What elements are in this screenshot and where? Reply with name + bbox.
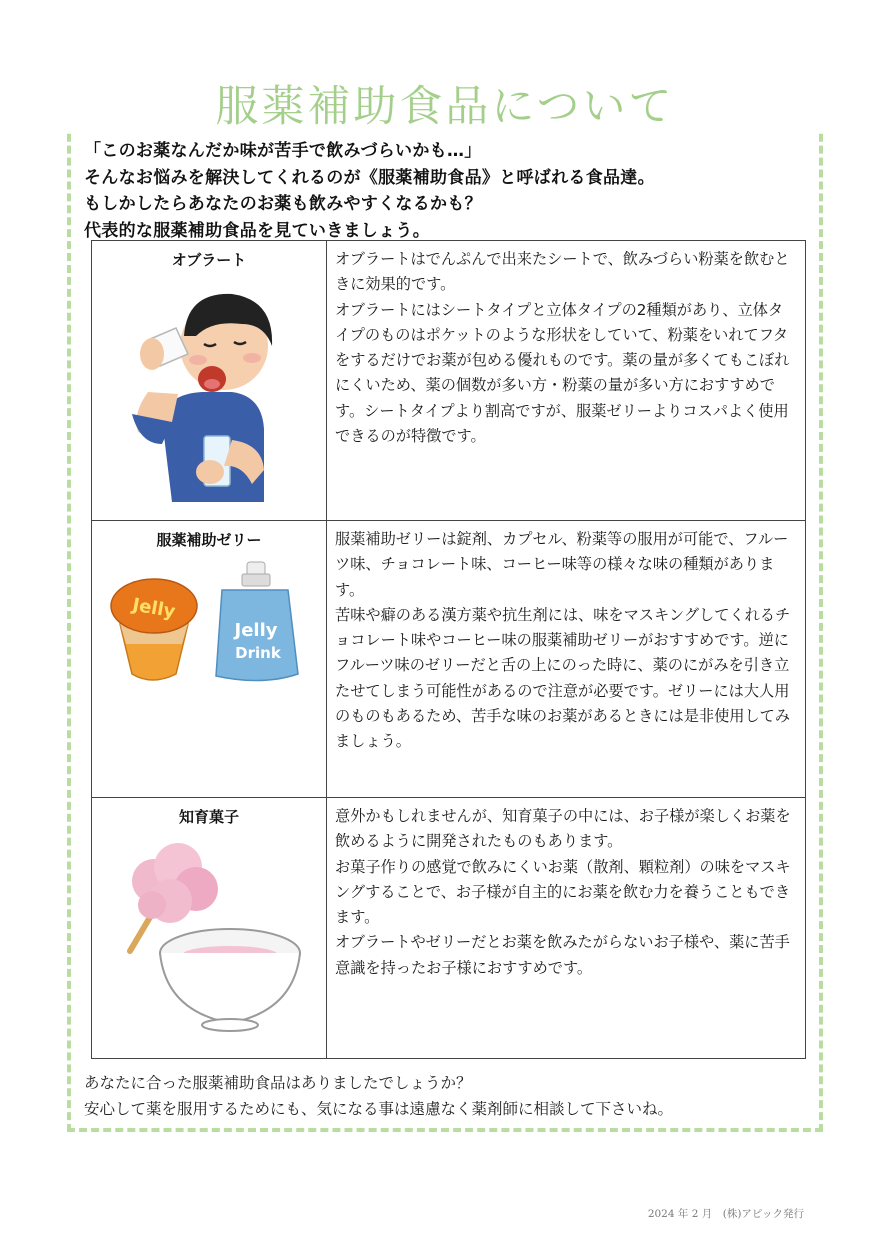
oblate-label: オブラート bbox=[171, 251, 247, 269]
supplement-table bbox=[91, 240, 806, 1059]
paragraph: オブラートにはシートタイプと立体タイプの2種類があり、立体タイプのものはポケットのような形状をしていて、粉薬をいれてフタをするだけでお薬が包める優れものです。薬の量が多くてもこぼれにくいため、薬の個数が多い方・粉薬の量が多い方におすすめです。シートタイプより割高ですが、服薬ゼリーよりコスパよく使用できるのが特徴です。 bbox=[335, 300, 790, 446]
paragraph: お菓子作りの感覚で飲みにくいお薬（散剤、顆粒剤）の味をマスキングすることで、お子様が自主的にお薬を飲む力を養うこともできます。 bbox=[335, 857, 791, 927]
intro-line: そんなお悩みを解決してくれるのが《服薬補助食品》と呼ばれる食品達。 bbox=[84, 167, 655, 188]
cup-label: Jelly bbox=[130, 594, 177, 623]
page-title: 服薬補助食品について bbox=[0, 82, 890, 132]
pouch-label-line1: Jelly bbox=[234, 620, 278, 641]
paragraph: オブラートはでんぷんで出来たシートで、飲みづらい粉薬を飲むときに効果的です。 bbox=[335, 250, 790, 294]
jelly-label: 服薬補助ゼリー bbox=[156, 531, 262, 549]
candy-description bbox=[327, 798, 806, 1059]
paragraph: オブラートやゼリーだとお薬を飲みたがらないお子様や、薬に苦手意識を持ったお子様におすすめです。 bbox=[335, 933, 790, 977]
closing-line: 安心して薬を服用するためにも、気になる事は遠慮なく薬剤師に相談して下さいね。 bbox=[84, 1100, 674, 1118]
paragraph: 意外かもしれませんが、知育菓子の中には、お子様が楽しくお薬を飲めるように開発されたものもあります。 bbox=[335, 807, 791, 851]
jelly-description bbox=[327, 521, 806, 798]
intro-line: もしかしたらあなたのお薬も飲みやすくなるかも？ bbox=[84, 194, 482, 214]
intro-text bbox=[84, 138, 814, 244]
candy-cell bbox=[92, 798, 327, 1059]
jelly-cell bbox=[92, 521, 327, 798]
candy-label: 知育菓子 bbox=[178, 808, 239, 826]
table-row-candy bbox=[92, 798, 806, 1059]
paragraph: 苦味や癖のある漢方薬や抗生剤には、味をマスキングしてくれるチョコレート味やコーヒー味の服薬補助ゼリーがおすすめです。逆にフルーツ味のゼリーだと舌の上にのった時に、薬のにがみを引き立たせてしまう可能性があるので注意が必要です。ゼリーには大人用のものもあるため、苦手な味のお薬があるときには是非使用してみましょう。 bbox=[335, 605, 791, 751]
oblate-description bbox=[327, 241, 806, 521]
pouch-label-line2: Drink bbox=[235, 644, 281, 662]
table-row-jelly bbox=[92, 521, 806, 798]
oblate-cell bbox=[92, 241, 327, 521]
publisher-footer: 2024 年 2 月 (株)アピック発行 bbox=[647, 1208, 804, 1220]
educational-candy-illustration bbox=[92, 798, 326, 1058]
jelly-products-illustration bbox=[92, 521, 326, 797]
closing-text bbox=[84, 1070, 673, 1122]
table-row-oblate bbox=[92, 241, 806, 521]
intro-line: 「このお薬なんだか味が苦手で飲みづらいかも…」 bbox=[84, 141, 482, 161]
intro-line: 代表的な服薬補助食品を見ていきましょう。 bbox=[84, 220, 430, 241]
boy-drinking-medicine-illustration bbox=[92, 241, 326, 520]
paragraph: 服薬補助ゼリーは錠剤、カプセル、粉薬等の服用が可能で、フルーツ味、チョコレート味、コーヒー味等の様々な味の種類があります。 bbox=[335, 530, 789, 599]
closing-line: あなたに合った服薬補助食品はありましたでしょうか？ bbox=[84, 1074, 472, 1092]
